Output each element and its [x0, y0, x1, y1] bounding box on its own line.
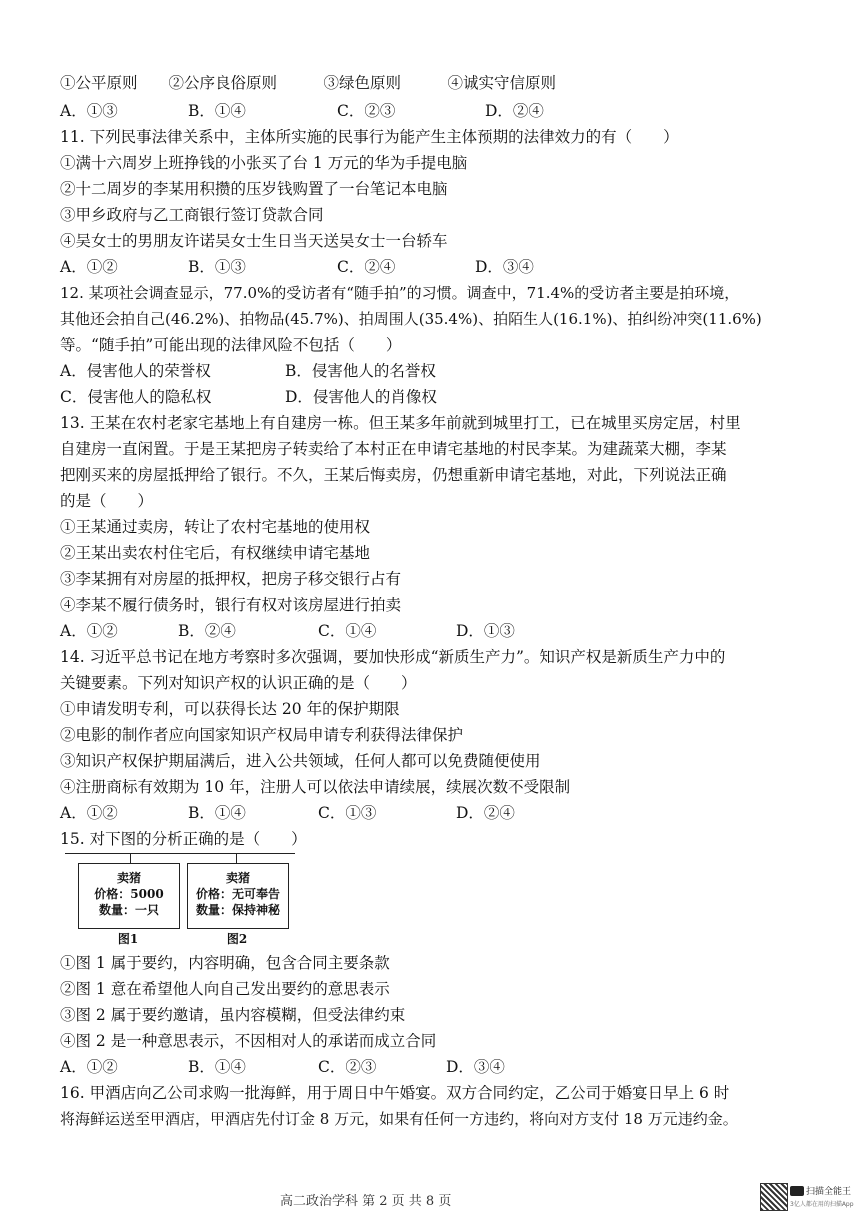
principles-line: ①公平原则 ②公序良俗原则 ③绿色原则 ④诚实守信原则 [60, 74, 557, 92]
q13-stem-4: 的是（ ） [60, 492, 154, 510]
figure-connector-1 [130, 853, 131, 863]
q11-item-3: ③甲乡政府与乙工商银行签订贷款合同 [60, 206, 324, 224]
qr-code-icon [760, 1183, 788, 1211]
box1-title: 卖猪 [116, 871, 141, 885]
box1-qty: 数量：一只 [98, 903, 159, 917]
q14-item-1: ①申请发明专利，可以获得长达 20 年的保护期限 [60, 700, 400, 718]
figure-top-bar [65, 853, 295, 854]
q13-stem-3: 把刚买来的房屋抵押给了银行。不久，王某后悔卖房，仍想重新申请宅基地，对此，下列说法正确 [60, 466, 727, 484]
option-a: A．①② [60, 622, 118, 640]
option-c: C．②④ [337, 258, 396, 276]
q14-stem-1: 14. 习近平总书记在地方考察时多次强调，要加快形成“新质生产力”。知识产权是新质生产力中的 [60, 648, 726, 666]
option-d: D．③④ [475, 258, 534, 276]
q15-item-3: ③图 2 属于要约邀请，虽内容模糊，但受法律约束 [60, 1006, 406, 1024]
q16-stem-2: 将海鲜运送至甲酒店，甲酒店先付订金 8 万元，如果有任何一方违约，将向对方支付 18 万元违约金。 [60, 1110, 738, 1128]
figure-caption-1: 图1 [117, 932, 139, 946]
option-b: B．①④ [188, 102, 246, 120]
option-d: D．②④ [485, 102, 544, 120]
q14-item-2: ②电影的制作者应向国家知识产权局申请专利获得法律保护 [60, 726, 464, 744]
option-c: C．侵害他人的隐私权 [60, 388, 212, 406]
option-c: C．①④ [318, 622, 377, 640]
q12-stem-1: 12. 某项社会调查显示，77.0%的受访者有“随手拍”的习惯。调查中，71.4%的受访者主要是拍环境， [60, 284, 740, 302]
figure-caption-2: 图2 [226, 932, 248, 946]
q11-stem: 11. 下列民事法律关系中，主体所实施的民事行为能产生主体预期的法律效力的有（ ） [60, 128, 679, 146]
figure-box-2 [187, 863, 289, 929]
figure-connector-2 [236, 853, 237, 863]
scanner-brand: 扫描全能王 [806, 1187, 852, 1197]
option-c: C．②③ [318, 1058, 377, 1076]
option-a: A．①② [60, 1058, 118, 1076]
q13-stem-1: 13. 王某在农村老家宅基地上有自建房一栋。但王某多年前就到城里打工，已在城里买房定居，村里 [60, 414, 741, 432]
scanner-slogan: 3亿人都在用的扫描App [790, 1201, 854, 1208]
option-b: B．②④ [178, 622, 236, 640]
option-a: A．①③ [60, 102, 118, 120]
q13-item-2: ②王某出卖农村住宅后，有权继续申请宅基地 [60, 544, 371, 562]
q13-item-1: ①王某通过卖房，转让了农村宅基地的使用权 [60, 518, 371, 536]
q14-item-4: ④注册商标有效期为 10 年，注册人可以依法申请续展，续展次数不受限制 [60, 778, 571, 796]
q13-item-3: ③李某拥有对房屋的抵押权，把房子移交银行占有 [60, 570, 402, 588]
q15-stem: 15. 对下图的分析正确的是（ ） [60, 830, 307, 848]
option-a: A．侵害他人的荣誉权 [60, 362, 211, 380]
q11-item-1: ①满十六周岁上班挣钱的小张买了台 1 万元的华为手提电脑 [60, 154, 468, 172]
option-c: C．①③ [318, 804, 377, 822]
option-c: C．②③ [337, 102, 396, 120]
option-b: B．①④ [188, 1058, 246, 1076]
page-footer: 高二政治学科 第 2 页 共 8 页 [280, 1194, 452, 1209]
q15-item-2: ②图 1 意在希望他人向自己发出要约的意思表示 [60, 980, 390, 998]
option-a: A．①② [60, 804, 118, 822]
option-b: B．①④ [188, 804, 246, 822]
q13-item-4: ④李某不履行债务时，银行有权对该房屋进行拍卖 [60, 596, 402, 614]
q16-stem-1: 16. 甲酒店向乙公司求购一批海鲜，用于周日中午婚宴。双方合同约定，乙公司于婚宴日早上 6 时 [60, 1084, 730, 1102]
scanner-watermark [760, 1183, 856, 1213]
figure-box-1 [78, 863, 180, 929]
option-d: D．②④ [456, 804, 515, 822]
q15-item-1: ①图 1 属于要约，内容明确，包含合同主要条款 [60, 954, 390, 972]
option-d: D．①③ [456, 622, 515, 640]
q13-stem-2: 自建房一直闲置。于是王某把房子转卖给了本村正在申请宅基地的村民李某。为建蔬菜大棚，李某 [60, 440, 727, 458]
box1-price: 价格：5000 [94, 887, 164, 901]
option-b: B．①③ [188, 258, 246, 276]
option-d: D．侵害他人的肖像权 [285, 388, 437, 406]
option-b: B．侵害他人的名誉权 [285, 362, 436, 380]
q12-stem-2: 其他还会拍自己(46.2%)、拍物品(45.7%)、拍周围人(35.4%)、拍陌生人(16.1%)、拍纠纷冲突(11.6%) [60, 310, 762, 328]
q14-stem-2: 关键要素。下列对知识产权的认识正确的是（ ） [60, 674, 417, 692]
q11-item-2: ②十二周岁的李某用积攒的压岁钱购置了一台笔记本电脑 [60, 180, 448, 198]
q12-stem-3: 等。“随手拍”可能出现的法律风险不包括（ ） [60, 336, 402, 354]
q11-item-4: ④吴女士的男朋友许诺吴女士生日当天送吴女士一台轿车 [60, 232, 448, 250]
q15-figure [60, 850, 300, 950]
option-a: A．①② [60, 258, 118, 276]
q15-item-4: ④图 2 是一种意思表示，不因相对人的承诺而成立合同 [60, 1032, 437, 1050]
option-d: D．③④ [446, 1058, 505, 1076]
scanner-logo-icon [790, 1186, 804, 1196]
q14-item-3: ③知识产权保护期届满后，进入公共领域，任何人都可以免费随便使用 [60, 752, 541, 770]
box2-qty: 数量：保持神秘 [195, 903, 280, 917]
box2-price: 价格：无可奉告 [195, 887, 280, 901]
box2-title: 卖猪 [225, 871, 250, 885]
